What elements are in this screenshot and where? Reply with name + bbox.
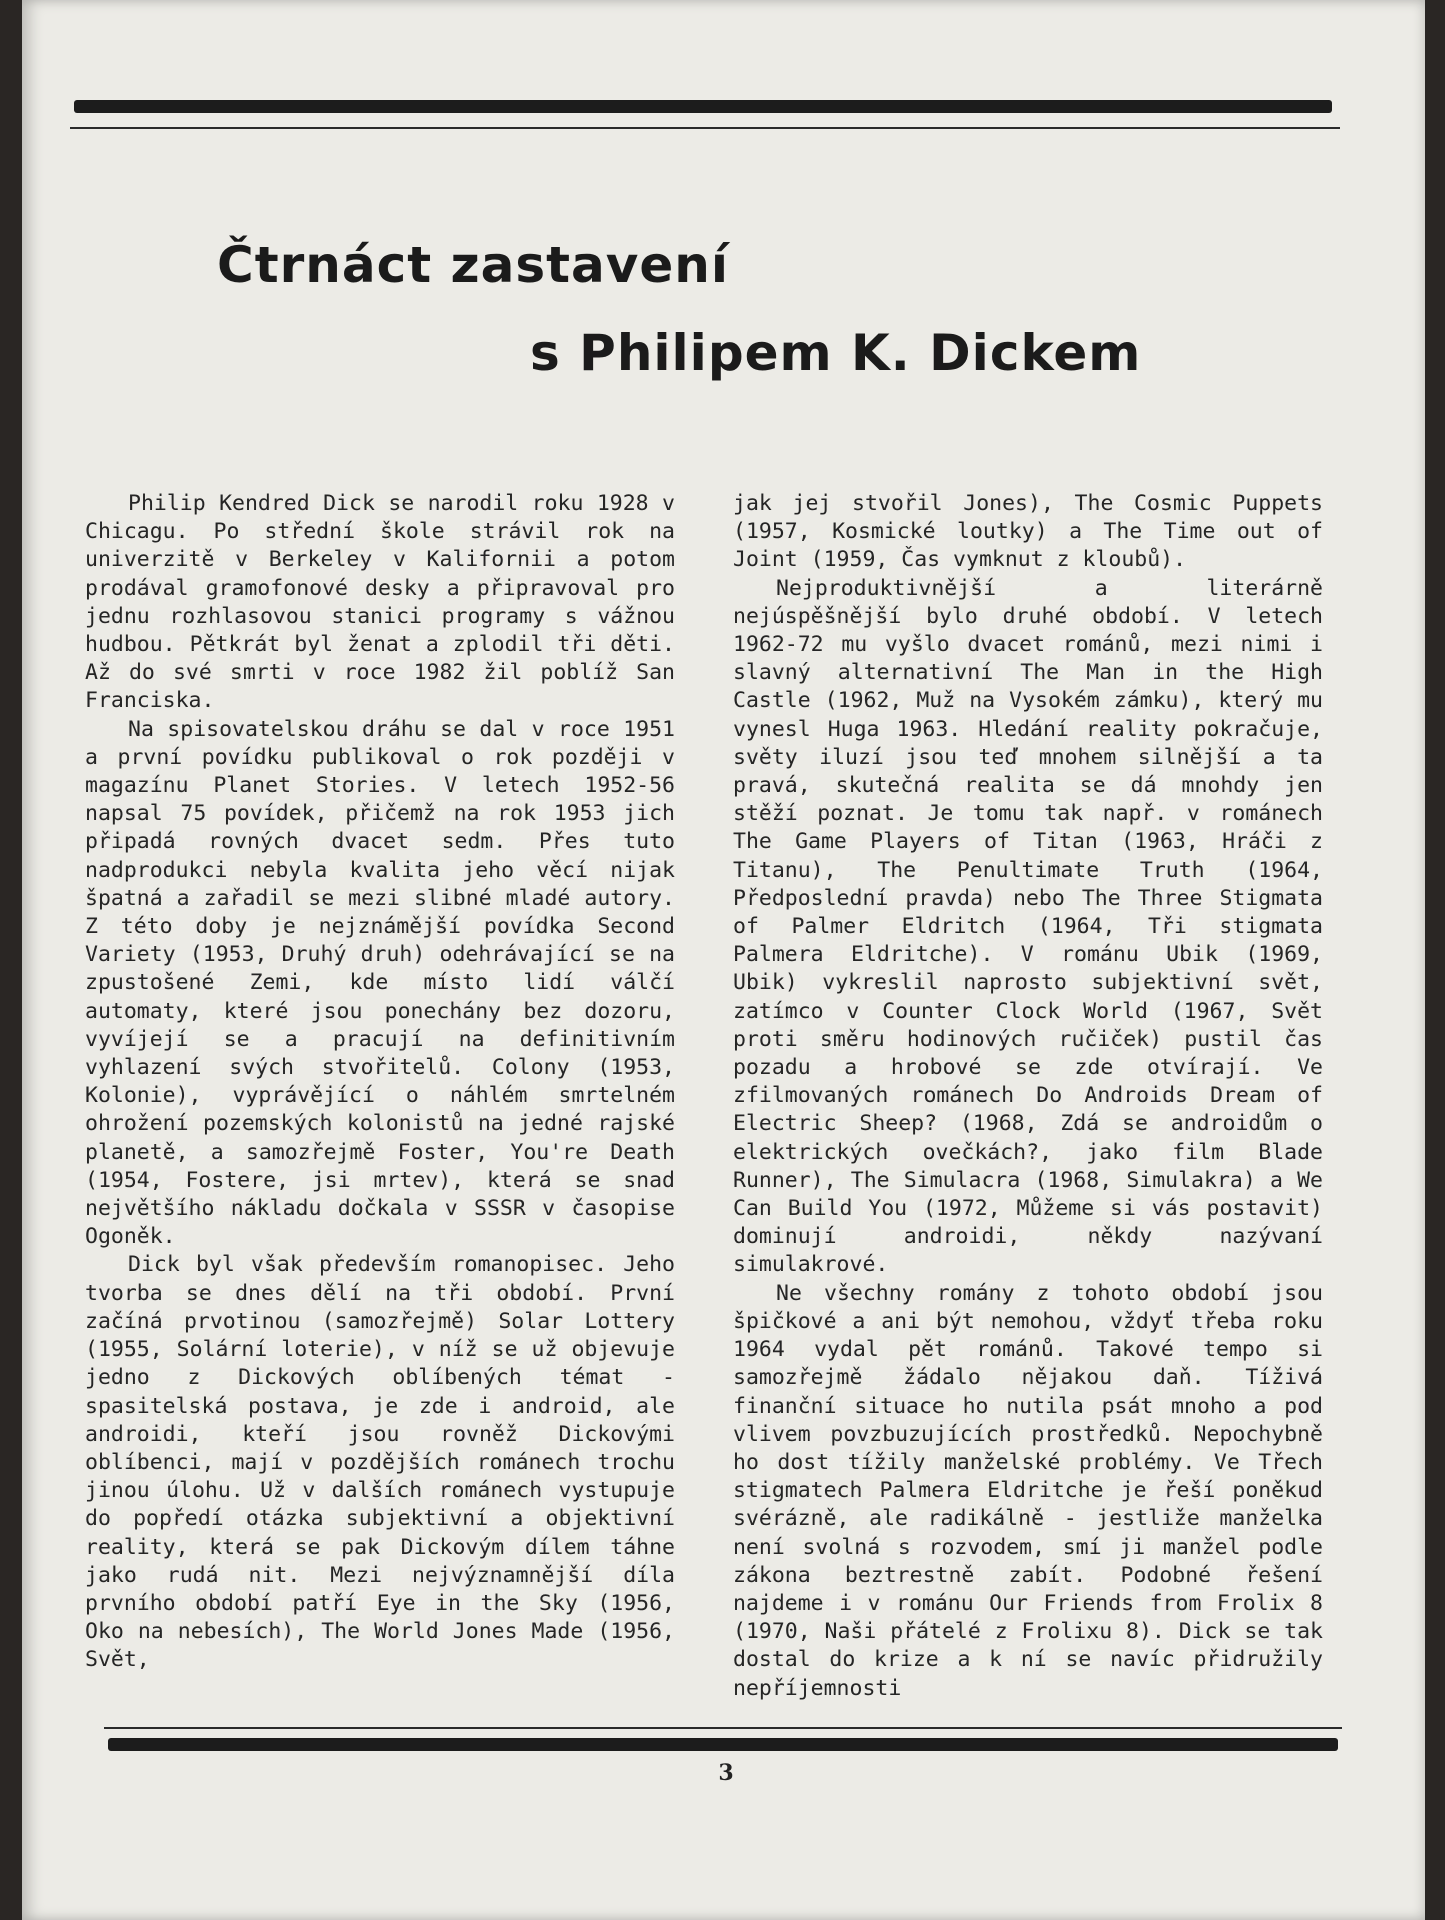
bottom-thin-rule bbox=[104, 1727, 1342, 1729]
bottom-thick-rule bbox=[108, 1738, 1338, 1751]
right-text-column bbox=[733, 490, 1323, 1703]
top-thick-rule bbox=[74, 100, 1332, 113]
paragraph-short-stories: Na spisovatelskou dráhu se dal v roce 1951 a první povídku publikoval o rok později v magazínu Planet Stories. V letech 1952-56 napsal 75 povídek, přičemž na rok 1953 jich připadá rovných dvacet sedm. Přes tuto nadprodukci nebyla kvalita jeho věcí nijak špatná a zařadil se mezi slibné mladé autory. Z této doby je nejznámější povídka Second Variety (1953, Druhý druh) odehrávající se na zpustošené Zemi, kde místo lidí válčí automaty, které jsou ponechány bez dozoru, vyvíjejí se a pracují na definitivním vyhlazení svých stvořitelů. Colony (1953, Kolonie), vyprávějící o náhlém smrtelném ohrožení pozemských kolonistů na jedné rajské planetě, a samozřejmě Foster, You're Death (1954, Fostere, jsi mrtev), která se snad největšího nákladu dočkala v SSSR v časopise Ogoněk. bbox=[85, 716, 675, 1250]
article-title-line-1: Čtrnáct zastavení bbox=[217, 236, 730, 294]
page-number: 3 bbox=[718, 1760, 734, 1786]
left-text-column bbox=[85, 490, 675, 1675]
paragraph-second-period: Nejproduktivnější a literárně nejúspěšnější bylo druhé období. V letech 1962-72 mu vyšlo dvacet románů, mezi nimi i slavný alternativní The Man in the High Castle (1962, Muž na Vysokém zámku), který mu vynesl Huga 1963. Hledání reality pokračuje, světy iluzí jsou teď mnohem silnější a ta pravá, skutečná realita se dá mnohdy jen stěží poznat. Je tomu tak např. v románech The Game Players of Titan (1963, Hráči z Titanu), The Penultimate Truth (1964, Předposlední pravda) nebo The Three Stigmata of Palmer Eldritch (1964, Tři stigmata Palmera Eldritche). V románu Ubik (1969, Ubik) vykreslil naprosto subjektivní svět, zatímco v Counter Clock World (1967, Svět proti směru hodinových ručiček) pustil čas pozadu a hrobové se zde otvírají. Ve zfilmovaných románech Do Androids Dream of Electric Sheep? (1968, Zdá se androidům o elektrických ovečkách?, jako film Blade Runner), The Simulacra (1968, Simulakra) a We Can Build You (1972, Můžeme si vás postavit) dominují androidi, někdy nazývaní simulakrové. bbox=[733, 575, 1323, 1278]
top-thin-rule bbox=[70, 127, 1340, 129]
article-title-line-2: s Philipem K. Dickem bbox=[530, 324, 1142, 382]
magazine-page bbox=[22, 0, 1425, 1920]
paragraph-biography: Philip Kendred Dick se narodil roku 1928 v Chicagu. Po střední škole strávil rok na univerzitě v Berkeley v Kalifornii a potom prodával gramofonové desky a připravoval pro jednu rozhlasovou stanici programy s vážnou hudbou. Pětkrát byl ženat a zplodil tři děti. Až do své smrti v roce 1982 žil poblíž San Franciska. bbox=[85, 491, 675, 714]
paragraph-problems: Ne všechny romány z tohoto období jsou špičkové a ani být nemohou, vždyť třeba roku 1964 vydal pět románů. Takové tempo si samozřejmě žádalo nějakou daň. Tíživá finanční situace ho nutila psát mnoho a pod vlivem povzbuzujících prostředků. Nepochybně ho dost tížily manželské problémy. Ve Třech stigmatech Palmera Eldritche je řeší poněkud svérázně, ale radikálně - jestliže manželka není svolná s rozvodem, smí ji manžel podle zákona beztrestně zabít. Podobné řešení najdeme i v románu Our Friends from Frolix 8 (1970, Naši přátelé z Frolixu 8). Dick se tak dostal do krize a k ní se navíc přidružily nepříjemnosti bbox=[733, 1280, 1323, 1701]
paragraph-novels: Dick byl však především romanopisec. Jeho tvorba se dnes dělí na tři období. První začíná prvotinou (samozřejmě) Solar Lottery (1955, Solární loterie), v níž se už objevuje jedno z Dickových oblíbených témat - spasitelská postava, je zde i android, ale androidi, kteří jsou rovněž Dickovými oblíbenci, mají v pozdějších románech trochu jinou úlohu. Už v dalších románech vystupuje do popředí otázka subjektivní a objektivní reality, která se pak Dickovým dílem táhne jako rudá nit. Mezi nejvýznamnější díla prvního období patří Eye in the Sky (1956, Oko na nebesích), The World Jones Made (1956, Svět, bbox=[85, 1252, 675, 1673]
paragraph-continued: jak jej stvořil Jones), The Cosmic Puppets (1957, Kosmické loutky) a The Time out of Joint (1959, Čas vymknut z kloubů). bbox=[733, 491, 1323, 573]
